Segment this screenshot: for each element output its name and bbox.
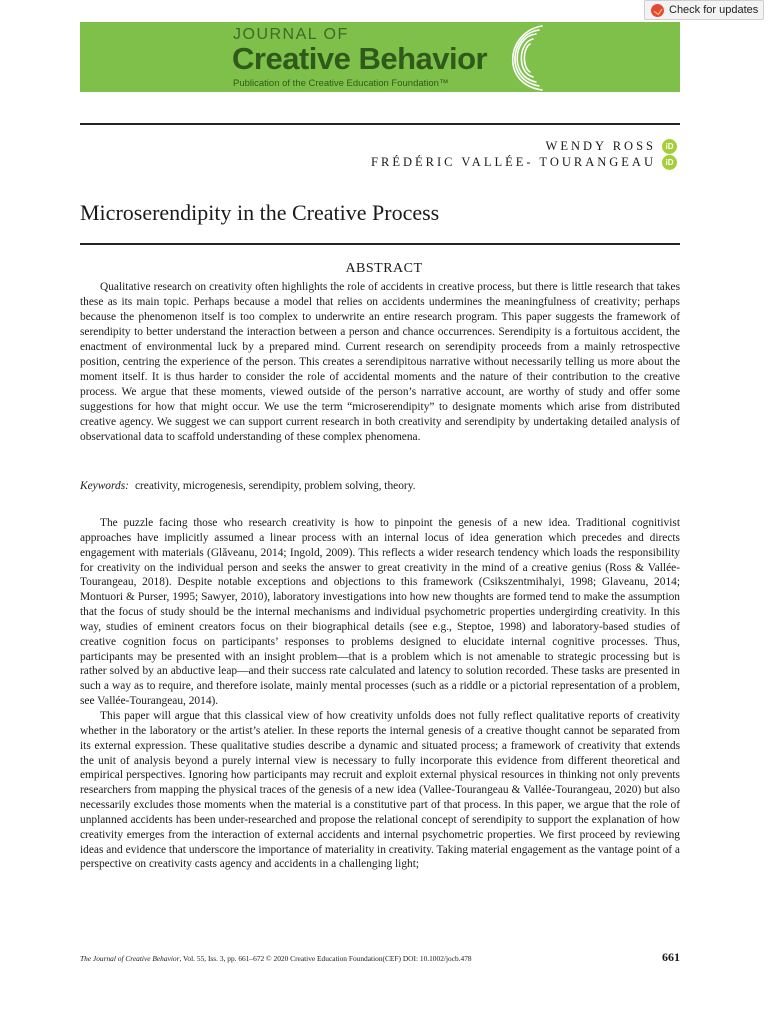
header-rule — [80, 123, 680, 125]
article-body — [80, 516, 680, 872]
author-name: FRÉDÉRIC VALLÉE- TOURANGEAU — [371, 155, 656, 169]
footer-citation-details: , Vol. 55, Iss. 3, pp. 661–672 © 2020 Creative Education Foundation(CEF) DOI: 10.1002/jocb.478 — [179, 954, 472, 963]
title-rule — [80, 243, 680, 245]
page-number: 661 — [662, 950, 680, 964]
abstract-text: Qualitative research on creativity often highlights the role of accidents in creative process, but there is little research that takes these as its main topic. Perhaps because a model that relies on accidents undermines the meaningfulness of creativity; perhaps because the phenomenon itself is too complex to underwrite an entire research program. This paper suggests the framework of serendipity to better understand the interaction between a person and chance occurrences. Serendipity is a fortuitous accident, the enactment of environmental luck by a prepared mind. Current research on serendipity proceeds from a mainly retrospective position, centring the experience of the person. This creates a serendipitous narrative without necessarily telling us more about the moment itself. It is thus harder to consider the role of accidental moments and the nature of their contribution to the creative process. We argue that these moments, viewed outside of the person’s narrative account, are worthy of study and offer some suggestions for how that might occur. We use the term “microserendipity” to designate moments which arise from distributed creative agency. We suggest we can support current research in both creativity and serendipity by undertaking detailed analysis of observational data to scaffold understanding of these complex phenomena. — [80, 281, 680, 443]
body-paragraph: The puzzle facing those who research creativity is how to pinpoint the genesis of a new idea. Traditional cognitivist approaches have implicitly assumed a linear process with an internal locus of idea generation which precedes and directs engagement with materials (Glăveanu, 2014; Ingold, 2009). This reflects a wider research tendency which loads the responsibility for creativity on the individual person and seeks the answer to great creativity in the mind of a creative genius (Ross & Vallée-Tourangeau, 2018). Despite notable exceptions and objections to this framework (Csikszentmihalyi, 1998; Glaveanu, 2014; Montuori & Purser, 1995; Sawyer, 2010), laboratory investigations into how new thoughts are formed tend to make the assumption that the focus of study should be the internal mechanisms and individual psychometric properties undergirding creativity. In this way, studies of eminent creators focus on their biographical details (see e.g., Steptoe, 1998) and laboratory-based studies of creative cognition focus on participants’ responses to problems designed to elucidate internal cognitive processes. Thus, participants may be presented with an insight problem—that is a problem which is not amenable to strategic processing but is rather solved by an abductive leap—and their success rate calculated and latency to solution recorded. These tasks are presented in such a way as to require, and therefore isolate, mainly mental processes (such as a riddle or a pictorial representation of a problem, see Vallée-Tourangeau, 2014). — [80, 517, 680, 708]
footer-journal-name: The Journal of Creative Behavior — [80, 954, 180, 963]
journal-logo-icon — [492, 22, 552, 92]
keywords-list: creativity, microgenesis, serendipity, problem solving, theory. — [134, 480, 416, 492]
author-name: WENDY ROSS — [545, 139, 656, 153]
footer-citation — [80, 954, 472, 963]
journal-banner-line1: JOURNAL OF — [233, 26, 349, 43]
check-for-updates-label: Check for updates — [669, 4, 759, 16]
orcid-icon[interactable]: iD — [662, 139, 677, 154]
crossmark-icon — [651, 4, 664, 17]
keywords — [80, 480, 416, 492]
article-title: Microserendipity in the Creative Process — [80, 200, 440, 225]
abstract-heading: ABSTRACT — [345, 261, 423, 276]
journal-banner — [80, 22, 680, 92]
orcid-icon[interactable]: iD — [662, 155, 677, 170]
journal-banner-title: Creative Behavior — [232, 41, 488, 76]
keywords-label: Keywords: — [80, 480, 129, 492]
journal-banner-subtitle: Publication of the Creative Education Foundation™ — [233, 78, 449, 89]
body-paragraph: This paper will argue that this classical view of how creativity unfolds does not fully reflect qualitative reports of creativity whether in the laboratory or the artist’s atelier. In these reports the internal genesis of a creative thought cannot be separated from its external expression. These qualitative studies describe a dynamic and situated process; a framework of creativity that extends the unit of analysis beyond a purely internal view is necessary to fully incorporate this evidence from different theoretical and empirical perspectives. Ignoring how participants may recruit and exploit external physical resources in thinking not only prevents researchers from mapping the physical traces of the genesis of a new idea (Vallee-Tourangeau & Vallée-Tourangeau, 2020) but also necessarily excludes those moments when the material is a constitutive part of that process. In this paper, we argue that the role of unplanned accidents has been under-researched and propose the relational concept of serendipity to support the explanation of how creativity emerges from the interaction of external accidents and internal psychometric properties. We first proceed by reviewing ideas and evidence that underscore the importance of materiality in creativity. Taking material engagement as the vantage point of a perspective on creativity casts agency and accidents in a challenging light; — [80, 709, 680, 871]
check-for-updates-button[interactable] — [644, 0, 764, 20]
